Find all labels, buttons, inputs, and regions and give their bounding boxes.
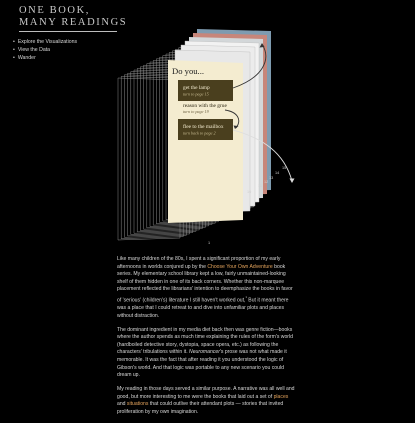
page-number-1: 1: [208, 241, 211, 245]
article-body: [117, 256, 297, 423]
article-paragraph-3: My reading in those days served a similar purpose. A narrative was all well and good, but more interesting to me were the books that laid out a set of places and situations that could outlive their attendant plots — stories that invited proliferation by my own imagination.: [117, 385, 295, 415]
choice-3-turn: turn back to page 2: [183, 130, 216, 136]
page-number-15: 15: [282, 166, 287, 170]
site-title-line-1: ONE BOOK,: [19, 5, 90, 16]
arrowhead-choice-3: [290, 179, 295, 184]
choice-1-turn: turn to page 15: [183, 91, 209, 97]
page-number-14: 14: [275, 171, 280, 175]
choice-3-label: flee to the mailbox: [183, 124, 224, 130]
places-link[interactable]: places: [273, 393, 289, 400]
nav-item-wander[interactable]: • Wander: [13, 54, 77, 62]
article-paragraph-2: The dominant ingredient in my media diet back then was genre fiction—books where the author spends as much time explaining the rules of the form's world (hardboiled detective story, dystopia, space opera, etc.) as following the characters' tribulations within it. Neuromancer's prose was not what made it memorable. It was the fact that after reading it you understood the logic of Gibson's world. And that logic was portable to any new scenario you could dream up.: [117, 326, 293, 379]
nav-item-explore[interactable]: • Explore the Visualizations: [13, 38, 77, 46]
page-number-13: 13: [269, 176, 274, 180]
article-paragraph-1: Like many children of the 80s, I spent a significant proportion of my early afternoons in worlds conjured up by the Choose Your Own Adventure book series. My elementary school library kept a low, fairly unmaintained-looking shelf of them hidden in one of its back corners. Whether this non-marquee placement reflected the librarians' intention to deemphasize the books in favor of 'serious' (children's) literature I still haven't worked out,$^{^1}$ But it meant there was a place that I could retreat to and dive into unfamiliar plots and places without distraction.: [117, 256, 293, 319]
cyoa-link[interactable]: Choose Your Own Adventure: [207, 263, 273, 270]
page-number-11: 11: [258, 184, 262, 188]
choice-2-label: reason with the grue: [183, 103, 227, 109]
footnote-marker[interactable]: ¹: [245, 294, 247, 300]
page-number-10: 10: [247, 190, 252, 194]
site-title-line-2: MANY READINGS: [19, 17, 128, 28]
choice-page-heading: Do you...: [172, 66, 204, 76]
choice-2-turn: turn to page 19: [183, 109, 209, 114]
nav-item-view-data[interactable]: • View the Data: [13, 46, 77, 54]
page-number-12: 12: [264, 180, 269, 184]
situations-link[interactable]: situations: [126, 401, 149, 408]
choice-1-label: get the lamp: [183, 85, 210, 91]
